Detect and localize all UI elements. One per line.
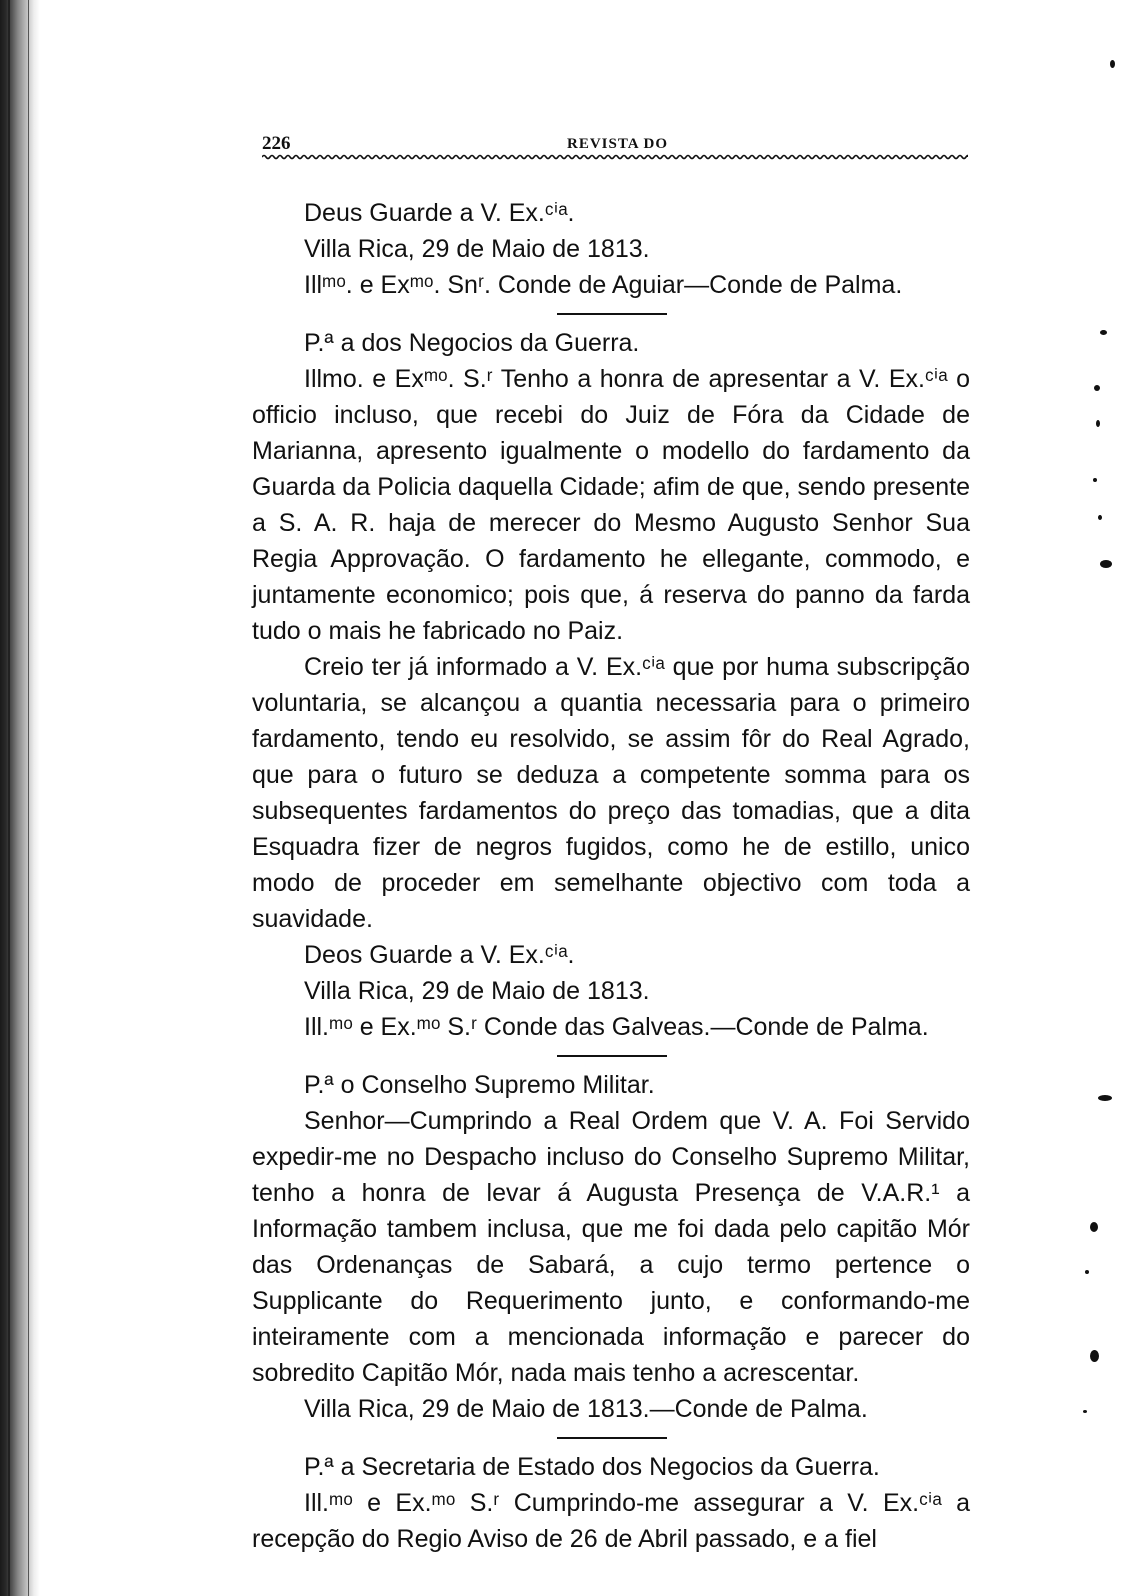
closing-line: Villa Rica, 29 de Maio de 1813. xyxy=(304,235,650,263)
letter-paragraph: Ill.ᵐᵒ e Ex.ᵐᵒ S.ʳ Cumprindo-me assegurar a V. Ex.ᶜⁱᵃ a recepção do Regio Aviso de 26 de Abril passado, e a fiel xyxy=(252,1489,970,1553)
document-body xyxy=(252,195,970,1557)
letter-paragraph: Illmo. e Exᵐᵒ. S.ʳ Tenho a honra de apresentar a V. Ex.ᶜⁱᵃ o officio incluso, que recebi do Juiz de Fóra da Cidade de Marianna, apresento igualmente o modello do fardamento da Guarda da Policia daquella Cidade; afim de que, sendo presente a S. A. R. haja de merecer do Mesmo Augusto Senhor Sua Regia Approvação. O fardamento he ellegante, commodo, e juntamente economico; pois que, á reserva do panno da farda tudo o mais he fabricado no Paiz. xyxy=(252,365,970,645)
letter-paragraph: Senhor—Cumprindo a Real Ordem que V. A. Foi Servido expedir-me no Despacho incluso do Conselho Supremo Militar, tenho a honra de levar á Augusta Presença de V.A.R.¹ a Informação tambem inclusa, que me foi dada pelo capitão Mór das Ordenanças de Sabará, a cujo termo pertence o Supplicante do Requerimento junto, e conformando-me inteiramente com a mencionada informação e parecer do sobredito Capitão Mór, nada mais tenho a acrescentar. xyxy=(252,1107,970,1387)
letter-addressee: P.ª o Conselho Supremo Militar. xyxy=(304,1071,655,1099)
closing-line: Deus Guarde a V. Ex.ᶜⁱᵃ. xyxy=(304,199,575,227)
binding-line xyxy=(28,0,29,1596)
closing-line: Illᵐᵒ. e Exᵐᵒ. Snʳ. Conde de Aguiar—Conde de Palma. xyxy=(304,271,903,299)
section-divider xyxy=(557,1437,667,1439)
page-binding-shadow xyxy=(0,0,40,1596)
closing-line: Villa Rica, 29 de Maio de 1813.—Conde de Palma. xyxy=(304,1395,868,1423)
page-number: 226 xyxy=(262,133,291,154)
scan-speck xyxy=(1096,420,1100,427)
scan-speck xyxy=(1100,330,1107,335)
scan-speck xyxy=(1110,60,1115,68)
running-title: REVISTA DO xyxy=(567,136,668,152)
letter-2 xyxy=(252,325,970,1045)
scan-speck xyxy=(1093,478,1097,482)
closing-line: Ill.ᵐᵒ e Ex.ᵐᵒ S.ʳ Conde das Galveas.—Conde de Palma. xyxy=(304,1013,929,1041)
binding-line xyxy=(8,0,10,1596)
letter-addressee: P.ª a dos Negocios da Guerra. xyxy=(304,329,640,357)
scan-speck xyxy=(1090,1350,1099,1362)
letter-paragraph: Creio ter já informado a V. Ex.ᶜⁱᵃ que por huma subscripção voluntaria, se alcançou a quantia necessaria para o primeiro fardamento, tendo eu resolvido, se assim fôr do Real Agrado, que para o futuro se deduza a competente somma para os subsequentes fardamentos do preço das tomadias, que a dita Esquadra fizer de negros fugidos, como he de estillo, unico modo de proceder em semelhante objectivo com toda a suavidade. xyxy=(252,653,970,933)
letter-3 xyxy=(252,1067,970,1427)
scan-speck xyxy=(1085,1270,1089,1274)
scan-speck xyxy=(1098,1095,1112,1101)
header-wavy-rule xyxy=(262,152,968,162)
scan-speck xyxy=(1098,515,1102,520)
closing-line: Deos Guarde a V. Ex.ᶜⁱᵃ. xyxy=(304,941,575,969)
section-divider xyxy=(557,313,667,315)
letter-4 xyxy=(252,1449,970,1557)
letter-addressee: P.ª a Secretaria de Estado dos Negocios da Guerra. xyxy=(304,1453,880,1481)
section-divider xyxy=(557,1055,667,1057)
scan-speck xyxy=(1083,1410,1087,1413)
scan-speck xyxy=(1090,1222,1098,1232)
letter-closing-1 xyxy=(252,195,970,303)
closing-line: Villa Rica, 29 de Maio de 1813. xyxy=(304,977,650,1005)
scan-speck xyxy=(1094,385,1100,391)
scan-speck xyxy=(1100,560,1112,568)
